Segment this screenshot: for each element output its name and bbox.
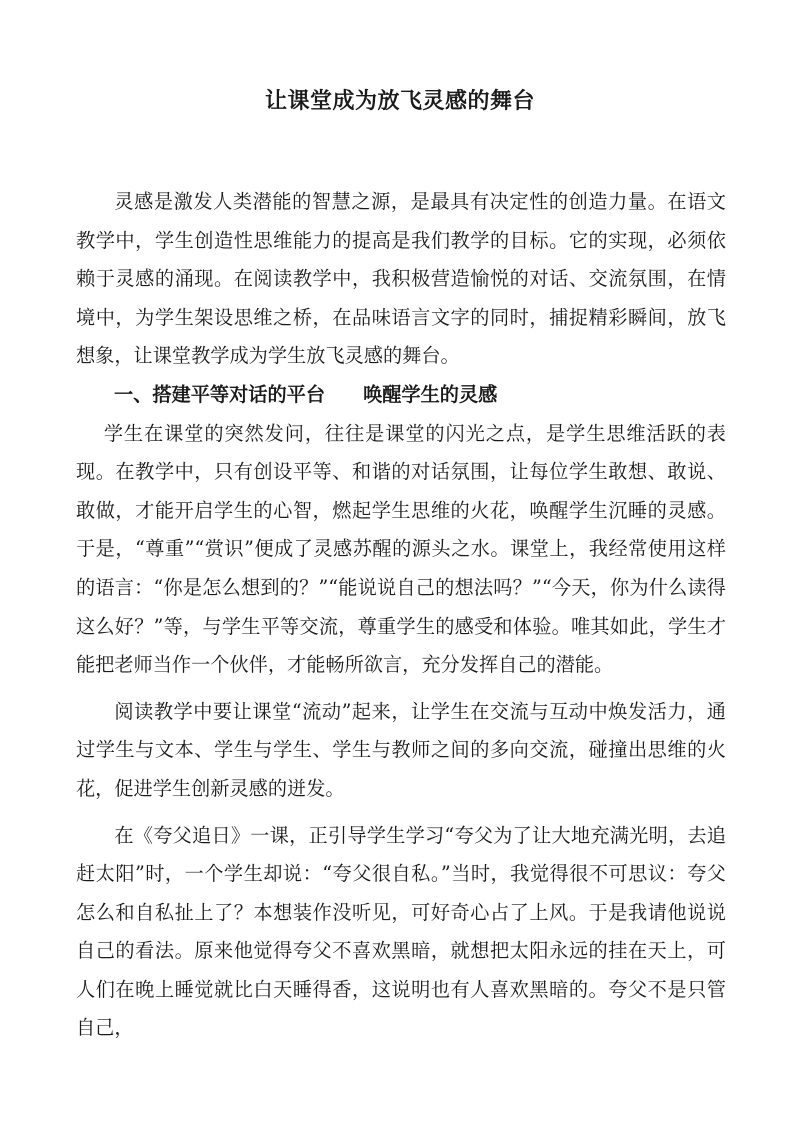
section-heading xyxy=(76,376,726,415)
section-heading-part-b: 唤醒学生的灵感 xyxy=(363,382,498,406)
document-body xyxy=(76,183,726,1048)
paragraph-4: 在《夸父追日》一课，正引导学生学习“夸父为了让大地充满光明，去追赶太阳”时，一个学生却说：“夸父很自私。”当时，我觉得很不可思议：夸父怎么和自私扯上了？本想装作没听见，可好奇心占了上风。于是我请他说说自己的看法。原来他觉得夸父不喜欢黑暗，就想把太阳永远的挂在天上，可人们在晚上睡觉就比白天睡得香，这说明也有人喜欢黑暗的。夸父不是只管自己， xyxy=(76,823,726,1040)
paragraph-2: 学生在课堂的突然发问，往往是课堂的闪光之点，是学生思维活跃的表现。在教学中，只有创设平等、和谐的对话氛围，让每位学生敢想、敢说、敢做，才能开启学生的心智，燃起学生思维的火花，唤醒学生沉睡的灵感。于是，“尊重”“赏识”便成了灵感苏醒的源头之水。课堂上，我经常使用这样的语言：“你是怎么想到的？”“能说说自己的想法吗？”“今天，你为什么读得这么好？”等，与学生平等交流，尊重学生的感受和体验。唯其如此，学生才能把老师当作一个伙伴，才能畅所欲言，充分发挥自己的潜能。 xyxy=(76,421,726,677)
section-heading-part-a: 一、搭建平等对话的平台 xyxy=(114,382,326,406)
paragraph-intro: 灵感是激发人类潜能的智慧之源，是最具有决定性的创造力量。在语文教学中，学生创造性思维能力的提高是我们教学的目标。它的实现，必须依赖于灵感的涌现。在阅读教学中，我积极营造愉悦的对话、交流氛围，在情境中，为学生架设思维之桥，在品味语言文字的同时，捕捉精彩瞬间，放飞想象，让课堂教学成为学生放飞灵感的舞台。 xyxy=(76,190,726,368)
document-title: 让课堂成为放飞灵感的舞台 xyxy=(264,88,535,114)
paragraph-3: 阅读教学中要让课堂“流动”起来，让学生在交流与互动中焕发活力，通过学生与文本、学生与学生、学生与教师之间的多向交流，碰撞出思维的火花，促进学生创新灵感的迸发。 xyxy=(76,699,726,800)
